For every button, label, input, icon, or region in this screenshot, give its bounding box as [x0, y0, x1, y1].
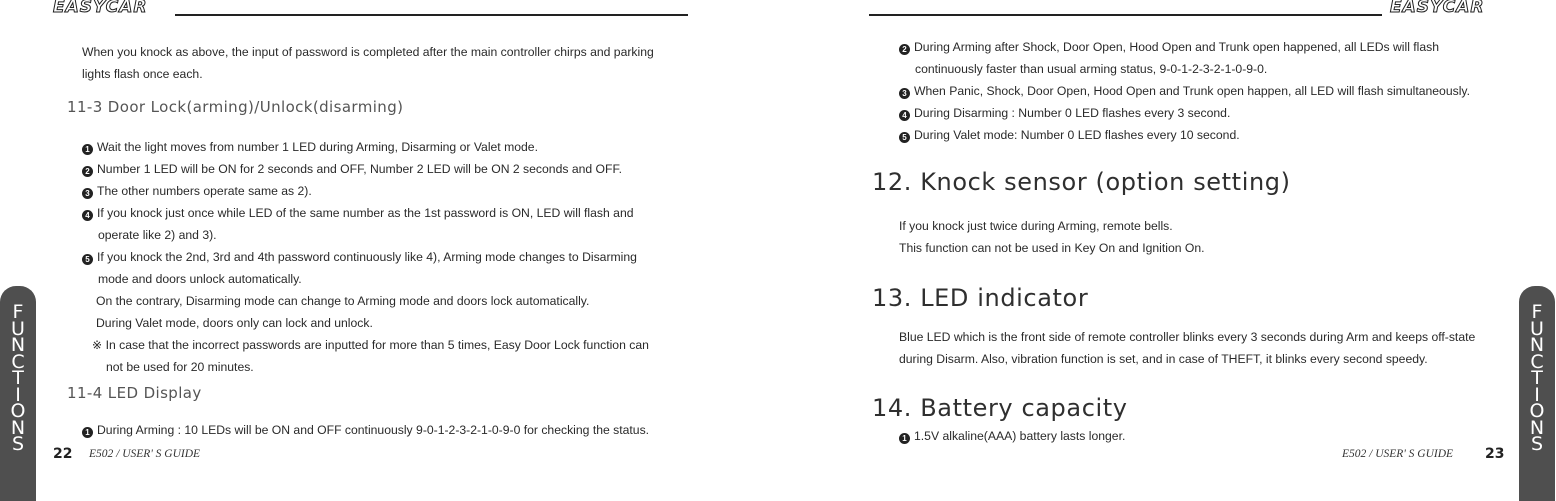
list-item: 5 During Valet mode: Number 0 LED flashes every 10 second. [899, 124, 1470, 146]
guide-title: E502 / USER' S GUIDE [89, 448, 201, 460]
section-12-title: 12. Knock sensor (option setting) [872, 168, 1291, 196]
note-line: During Valet mode, doors only can lock and unlock. [96, 316, 373, 330]
guide-title: E502 / USER' S GUIDE [1342, 448, 1454, 460]
section-11-4-item: 1 During Arming : 10 LEDs will be ON and OFF continuously 9-0-1-2-3-2-1-0-9-0 for checking the status. [82, 419, 649, 441]
page-number: 23 [1485, 446, 1505, 462]
section-14-title: 14. Battery capacity [872, 394, 1128, 422]
section-14-item: 1 1.5V alkaline(AAA) battery lasts longer. [899, 425, 1125, 447]
functions-side-tab-right: F U N C T I O N S [1519, 286, 1555, 501]
list-item: 3 The other numbers operate same as 2). [82, 180, 649, 202]
number-badge: 5 [82, 254, 93, 265]
header-rule [869, 14, 1382, 16]
section-11-4-title: 11-4 LED Display [67, 384, 202, 402]
functions-side-tab-left: F U N C T I O N S [0, 286, 36, 501]
list-item: 2 Number 1 LED will be ON for 2 seconds and OFF, Number 2 LED will be ON 2 seconds and OFF. [82, 158, 649, 180]
number-badge: 2 [899, 44, 910, 55]
number-badge: 2 [82, 166, 93, 177]
led-display-list: 2 During Arming after Shock, Door Open, Hood Open and Trunk open happened, all LEDs will flash continuously faster than usual arming status, 9-0-1-2-3-2-1-0-9-0. 3 When Panic, Shock, Door Open, Hood Open and Trunk open happen, all LED will flash simultaneously. 4 During Disarming : Number 0 LED flashes every 3 second. 5 During Valet mode: Number 0 LED flashes every 10 second. [899, 36, 1470, 146]
list-item: 5 If you knock the 2nd, 3rd and 4th password continuously like 4), Arming mode changes to Disarming [82, 246, 649, 268]
note-line: On the contrary, Disarming mode can change to Arming mode and doors lock automatically. [96, 294, 590, 308]
list-item: 1 Wait the light moves from number 1 LED during Arming, Disarming or Valet mode. [82, 136, 649, 158]
section-13-title: 13. LED indicator [872, 284, 1089, 312]
section-11-3-list: 1 Wait the light moves from number 1 LED during Arming, Disarming or Valet mode. 2 Number 1 LED will be ON for 2 seconds and OFF, Number 2 LED will be ON 2 seconds and OFF. 3 The other numbers operate same as 2). 4 If you knock just once while LED of the same number as the 1st password is ON, LED will flash and operate like 2) and 3). 5 If you knock the 2nd, 3rd and 4th password continuously like 4), Arming mode changes to Disarming mode and doors unlock automatically. On the contrary, Disarming mode can change to Arming mode and doors lock automatically. During Valet mode, doors only can lock and unlock. ※ In case that the incorrect passwords are inputted for more than 5 times, Easy Door Lock function can not be used for 20 minutes. [82, 136, 649, 378]
number-badge: 3 [899, 88, 910, 99]
brand-logo: EASYCAR [53, 0, 148, 17]
section-12-text: If you knock just twice during Arming, remote bells. This function can not be used in Key On and Ignition On. [899, 219, 1205, 255]
header-rule [175, 14, 688, 16]
list-item: 4 During Disarming : Number 0 LED flashes every 3 second. [899, 102, 1470, 124]
list-item: 2 During Arming after Shock, Door Open, Hood Open and Trunk open happened, all LEDs will flash [899, 36, 1470, 58]
intro-paragraph: When you knock as above, the input of password is completed after the main controller chirps and parking lights flash once each. [82, 45, 654, 81]
warning-line: ※ In case that the incorrect passwords are inputted for more than 5 times, Easy Door Lock function can [92, 338, 649, 352]
section-11-3-title: 11-3 Door Lock(arming)/Unlock(disarming) [67, 98, 404, 116]
list-item: 3 When Panic, Shock, Door Open, Hood Open and Trunk open happen, all LED will flash simultaneously. [899, 80, 1470, 102]
brand-logo: EASYCAR [1390, 0, 1485, 17]
number-badge: 4 [82, 210, 93, 221]
number-badge: 1 [82, 427, 93, 438]
number-badge: 5 [899, 132, 910, 143]
number-badge: 3 [82, 188, 93, 199]
section-13-text: Blue LED which is the front side of remote controller blinks every 3 seconds during Arm and keeps off-state during Disarm. Also, vibration function is set, and in case of THEFT, it blinks every second speedy. [899, 330, 1476, 366]
right-page [855, 0, 1556, 501]
list-item: 4 If you knock just once while LED of the same number as the 1st password is ON, LED will flash and [82, 202, 649, 224]
number-badge: 1 [82, 144, 93, 155]
number-badge: 1 [899, 433, 910, 444]
left-page [0, 0, 700, 501]
page-number: 22 [53, 446, 73, 462]
number-badge: 4 [899, 110, 910, 121]
warning-line: not be used for 20 minutes. [106, 360, 254, 374]
